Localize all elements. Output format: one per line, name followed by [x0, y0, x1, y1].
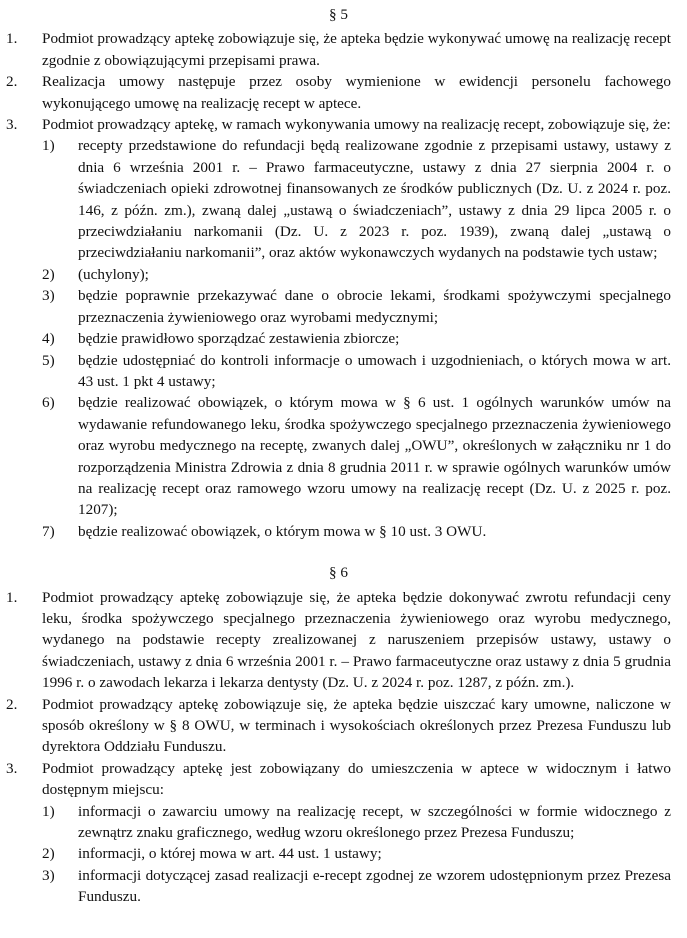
paragraph-text: Podmiot prowadzący aptekę zobowiązuje się, że apteka będzie dokonywać zwrotu refundacji ceny leku, środka spożywczego specjalnego przeznaczenia żywieniowego oraz wyrobu medycznego, wydanego na podstawie recepty zrealizowanej z naruszeniem przepisów ustawy, ustawy o świadczeniach, ustawy z dnia 6 września 2001 r. – Prawo farmaceutyczne oraz ustawy z dnia 5 grudnia 1996 r. o zawodach lekarza i lekarza dentysty (Dz. U. z 2024 r. poz. 1287, z późn. zm.). — [42, 588, 671, 692]
paragraph-number: 3. — [6, 759, 18, 777]
paragraph-text: Podmiot prowadzący aptekę, w ramach wykonywania umowy na realizację recept, zobowiązuje się, że: — [42, 116, 671, 134]
point-text: będzie realizować obowiązek, o którym mowa w § 10 ust. 3 OWU. — [78, 522, 487, 540]
point-item — [42, 801, 671, 844]
section-spacer — [6, 542, 671, 562]
point-item — [42, 264, 671, 285]
point-text: recepty przedstawione do refundacji będą realizowane zgodnie z przepisami ustawy, ustawy z dnia 6 września 2001 r. – Prawo farmaceutyczne, ustawy z dnia 27 sierpnia 2004 r. o świadczeniach opieki zdrowotnej finansowanych ze środków publicznych (Dz. U. z 2024 r. poz. 146, z późn. zm.), zwaną dalej „ustawą o świadczeniach”, ustawy z dnia 29 lipca 2005 r. o przeciwdziałaniu narkomanii (Dz. U. z 2023 r. poz. 1939), zwaną dalej „ustawą o przeciwdziałaniu narkomanii”, oraz aktów wykonawczych wydanych na podstawie tych ustaw; — [78, 137, 671, 262]
paragraph-text: Realizacja umowy następuje przez osoby wymienione w ewidencji personelu fachowego wykonującego umowę na realizację recept w aptece. — [42, 73, 671, 112]
point-item — [42, 285, 671, 328]
paragraph-item — [6, 28, 671, 71]
point-number: 2) — [42, 845, 55, 863]
section-6 — [6, 562, 671, 908]
section-title: § 6 — [329, 564, 348, 582]
point-text: informacji, o której mowa w art. 44 ust. 1 ustawy; — [78, 845, 382, 863]
point-text: będzie udostępniać do kontroli informacje o umowach i uzgodnieniach, o których mowa w art. 43 ust. 1 pkt 4 ustawy; — [78, 351, 671, 390]
point-number: 6) — [42, 394, 55, 412]
paragraph-number: 3. — [6, 116, 18, 134]
paragraph-item — [6, 587, 671, 694]
point-item — [42, 135, 671, 263]
point-text: będzie realizować obowiązek, o którym mowa w § 6 ust. 1 ogólnych warunków umów na wydawanie refundowanego leku, środka spożywczego specjalnego przeznaczenia żywieniowego oraz wyrobu medycznego na receptę, zwanych dalej „OWU”, określonych w załączniku nr 1 do rozporządzenia Ministra Zdrowia z dnia 8 grudnia 2011 r. w sprawie ogólnych warunków umów na realizację recept oraz ramowego wzoru umowy na realizację recept (Dz. U. z 2025 r. poz. 1207); — [78, 394, 671, 519]
point-text: będzie prawidłowo sporządzać zestawienia zbiorcze; — [78, 330, 400, 348]
point-item — [42, 328, 671, 349]
point-list — [42, 135, 671, 542]
paragraph-number: 1. — [6, 30, 18, 48]
paragraph-list — [6, 28, 671, 542]
point-number: 5) — [42, 351, 55, 369]
paragraph-number: 2. — [6, 695, 18, 713]
point-number: 3) — [42, 287, 55, 305]
point-number: 2) — [42, 265, 55, 283]
paragraph-list — [6, 587, 671, 908]
point-text: informacji dotyczącej zasad realizacji e-recept zgodnej ze wzorem udostępnionym przez Prezesa Funduszu. — [78, 866, 671, 906]
point-list — [42, 801, 671, 908]
point-text: będzie poprawnie przekazywać dane o obrocie lekami, środkami spożywczymi specjalnego przeznaczenia żywieniowego oraz wyrobami medycznymi; — [78, 287, 671, 326]
point-number: 7) — [42, 522, 55, 540]
point-number: 4) — [42, 330, 55, 348]
section-5 — [6, 4, 671, 542]
point-item — [42, 843, 671, 864]
point-item — [42, 392, 671, 520]
point-number: 1) — [42, 802, 55, 820]
section-title: § 5 — [329, 6, 348, 23]
point-number: 3) — [42, 866, 55, 884]
point-item — [42, 350, 671, 393]
paragraph-text: Podmiot prowadzący aptekę jest zobowiązany do umieszczenia w aptece w widocznym i łatwo dostępnym miejscu: — [42, 759, 671, 799]
point-item — [42, 521, 671, 542]
paragraph-text: Podmiot prowadzący aptekę zobowiązuje się, że apteka będzie uiszczać kary umowne, naliczone w sposób określony w § 8 OWU, w terminach i wysokościach określonych przez Prezesa Funduszu lub dyrektora Oddziału Funduszu. — [42, 695, 671, 756]
point-text: (uchylony); — [78, 265, 149, 283]
paragraph-item — [6, 114, 671, 542]
paragraph-item — [6, 71, 671, 114]
point-text: informacji o zawarciu umowy na realizację recept, w szczególności w formie widocznego z zewnątrz znaku graficznego, według wzoru określonego przez Prezesa Funduszu; — [78, 802, 671, 842]
paragraph-text: Podmiot prowadzący aptekę zobowiązuje się, że apteka będzie wykonywać umowę na realizację recept zgodnie z obowiązującymi przepisami prawa. — [42, 30, 671, 69]
paragraph-number: 2. — [6, 73, 18, 91]
point-item — [42, 865, 671, 908]
point-number: 1) — [42, 137, 55, 155]
paragraph-item — [6, 758, 671, 908]
paragraph-item — [6, 694, 671, 758]
paragraph-number: 1. — [6, 588, 18, 606]
